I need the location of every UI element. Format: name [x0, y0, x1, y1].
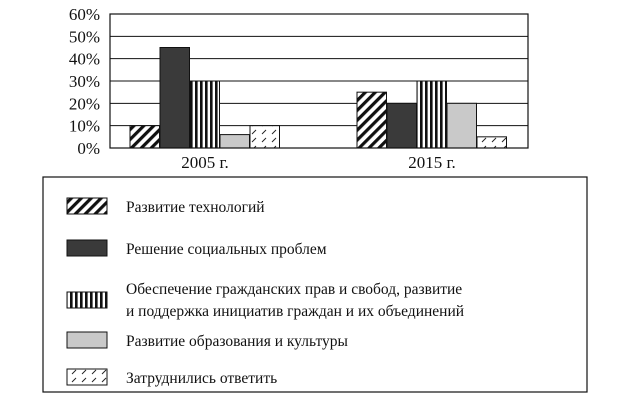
- legend-item: [67, 332, 349, 350]
- x-category-label: 2005 г.: [181, 153, 229, 172]
- y-tick-label: 0%: [77, 139, 100, 158]
- legend-swatch: [67, 369, 107, 385]
- legend-label: Решение социальных проблем: [126, 241, 327, 258]
- bar: [130, 126, 160, 148]
- legend-label: и поддержка инициатив граждан и их объединений: [126, 303, 465, 320]
- x-category-label: 2015 г.: [408, 153, 456, 172]
- legend-swatch: [67, 332, 107, 348]
- bar: [387, 103, 417, 148]
- y-tick-label: 20%: [68, 94, 100, 114]
- bar: [220, 135, 250, 148]
- legend-label: Затруднились ответить: [126, 370, 278, 387]
- legend-label: Развитие образования и культуры: [126, 333, 348, 350]
- legend-swatch: [67, 292, 107, 308]
- bar: [190, 81, 220, 148]
- bar: [160, 48, 190, 149]
- legend: [43, 177, 587, 392]
- legend-label: Развитие технологий: [126, 199, 265, 216]
- legend-item: [67, 198, 265, 216]
- y-tick-label: 30%: [68, 72, 100, 91]
- plot-area: [69, 5, 528, 172]
- legend-item: [67, 240, 327, 258]
- legend-swatch: [67, 198, 107, 214]
- y-tick-label: 50%: [68, 27, 100, 47]
- legend-item: [67, 369, 277, 387]
- bars: [130, 48, 507, 149]
- y-tick-label: 60%: [68, 5, 100, 24]
- bar: [357, 92, 387, 148]
- bar: [477, 137, 507, 148]
- bar: [250, 126, 280, 148]
- bar: [447, 103, 477, 148]
- legend-item: [67, 281, 464, 320]
- legend-swatch: [67, 240, 107, 256]
- x-axis-labels: [181, 153, 456, 172]
- bar: [417, 81, 447, 148]
- legend-label: Обеспечение гражданских прав и свобод, развитие: [126, 281, 463, 298]
- y-axis-ticks: [69, 5, 100, 158]
- y-tick-label: 40%: [68, 49, 100, 69]
- y-tick-label: 10%: [68, 116, 100, 136]
